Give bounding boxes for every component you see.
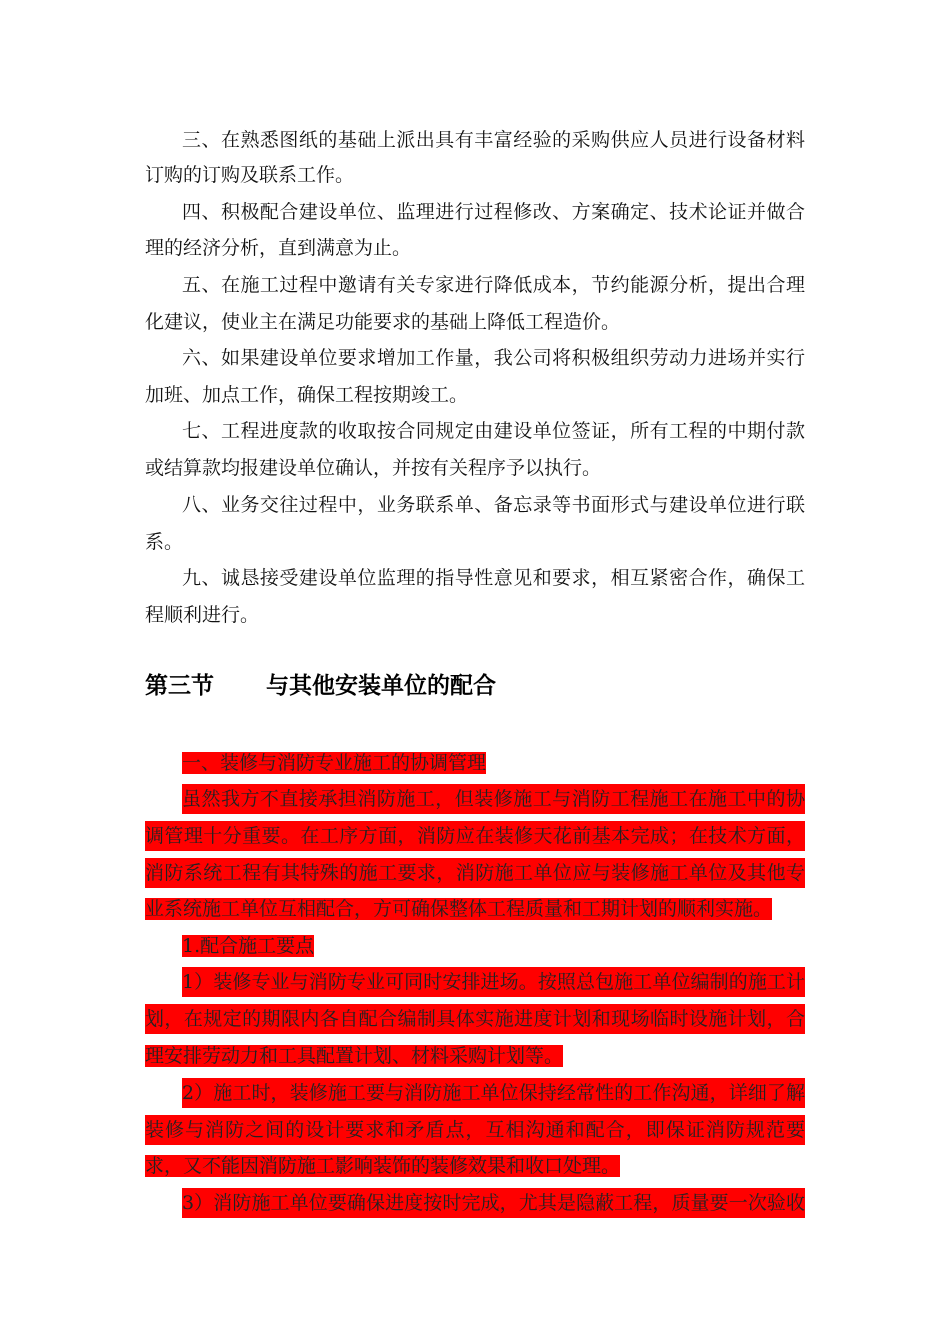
- highlighted-subheading: 一、装修与消防专业施工的协调管理: [182, 752, 487, 774]
- section-title: 与其他安装单位的配合: [266, 673, 496, 699]
- item2-line-3-wrap: [145, 1151, 805, 1181]
- paragraph-4-line-1: 四、积极配合建设单位、监理进行过程修改、方案确定、技术论证并做合: [182, 201, 805, 223]
- section-heading: [145, 668, 496, 704]
- point-heading: 1.配合施工要点: [182, 935, 315, 957]
- paragraph-8-line-1: 八、业务交往过程中，业务联系单、备忘录等书面形式与建设单位进行联: [182, 494, 805, 516]
- item1-line-2: 划，在规定的期限内各自配合编制具体实施进度计划和现场临时设施计划，合: [145, 1004, 805, 1034]
- paragraph-6-line-1: 六、如果建设单位要求增加工作量，我公司将积极组织劳动力进场并实行: [182, 347, 805, 369]
- highlighted-intro-line-2: 调管理十分重要。在工序方面，消防应在装修天花前基本完成；在技术方面，: [145, 821, 805, 851]
- item3-line-1: 3）消防施工单位要确保进度按时完成，尤其是隐蔽工程，质量要一次验收: [182, 1188, 805, 1218]
- highlighted-intro-line-4: 业系统施工单位互相配合，方可确保整体工程质量和工期计划的顺利实施。: [145, 898, 773, 920]
- paragraph-7-line-1: 七、工程进度款的收取按合同规定由建设单位签证，所有工程的中期付款: [182, 420, 805, 442]
- paragraph-9-line-1: 九、诚恳接受建设单位监理的指导性意见和要求，相互紧密合作，确保工: [182, 567, 805, 589]
- paragraph-8-line-2: 系。: [145, 531, 184, 553]
- highlighted-intro-line-3: 消防系统工程有其特殊的施工要求，消防施工单位应与装修施工单位及其他专: [145, 858, 805, 888]
- item2-line-1: 2）施工时，装修施工要与消防施工单位保持经常性的工作沟通，详细了解: [182, 1078, 805, 1108]
- paragraph-5-line-2: 化建议，使业主在满足功能要求的基础上降低工程造价。: [145, 311, 621, 333]
- point-heading-line: [182, 931, 805, 961]
- item2-line-2: 装修与消防之间的设计要求和矛盾点，互相沟通和配合，即保证消防规范要: [145, 1115, 805, 1145]
- highlighted-intro-line-1: 虽然我方不直接承担消防施工，但装修施工与消防工程施工在施工中的协: [182, 784, 805, 814]
- highlighted-subheading-line: [182, 748, 805, 778]
- item1-line-1: 1）装修专业与消防专业可同时安排进场。按照总包施工单位编制的施工计: [182, 967, 805, 997]
- item1-line-3-wrap: [145, 1041, 805, 1071]
- paragraph-4-line-2: 理的经济分析，直到满意为止。: [145, 237, 412, 259]
- paragraph-9-line-2: 程顺利进行。: [145, 604, 260, 626]
- paragraph-3-line-1: 三、在熟悉图纸的基础上派出具有丰富经验的采购供应人员进行设备材料: [182, 129, 805, 151]
- item2-line-3: 求，又不能因消防施工影响装饰的装修效果和收口处理。: [145, 1155, 621, 1177]
- paragraph-5-line-1: 五、在施工过程中邀请有关专家进行降低成本，节约能源分析，提出合理: [182, 274, 805, 296]
- paragraph-7-line-2: 或结算款均报建设单位确认，并按有关程序予以执行。: [145, 457, 602, 479]
- item1-line-3: 理安排劳动力和工具配置计划、材料采购计划等。: [145, 1045, 564, 1067]
- highlighted-intro-line-4-wrap: [145, 894, 805, 924]
- paragraph-3-line-2: 订购的订购及联系工作。: [145, 164, 355, 186]
- paragraph-6-line-2: 加班、加点工作，确保工程按期竣工。: [145, 384, 469, 406]
- section-number: 第三节: [145, 673, 214, 699]
